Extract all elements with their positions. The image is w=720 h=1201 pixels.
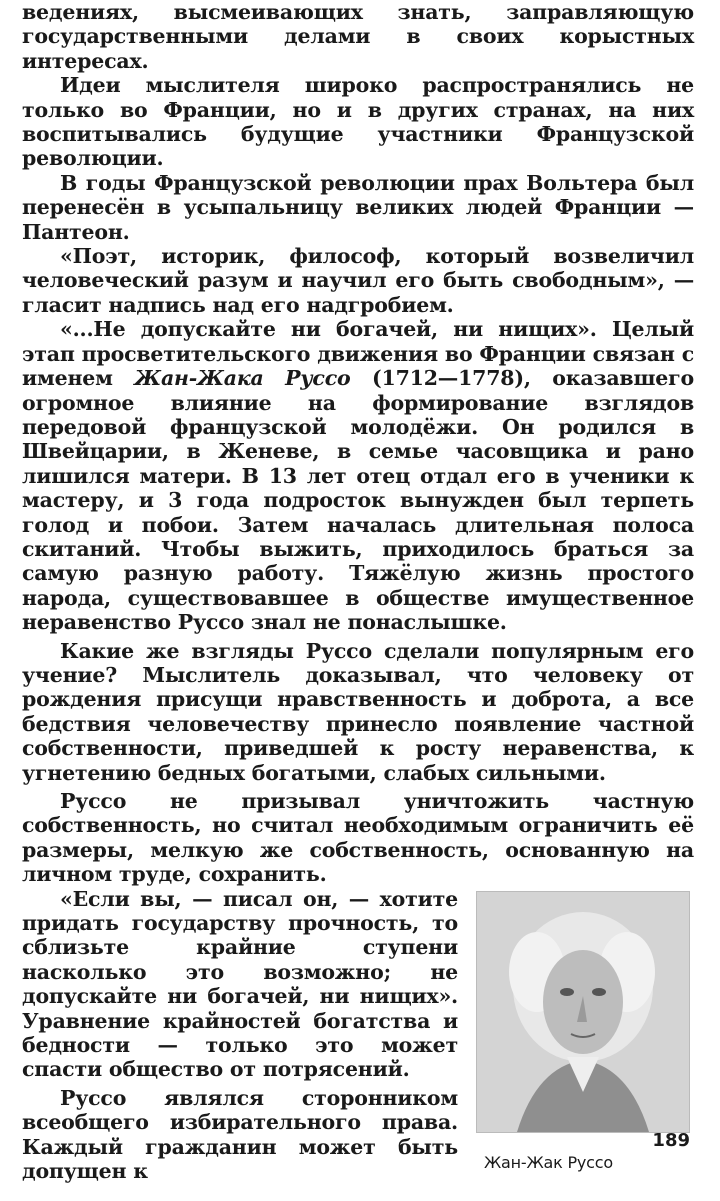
paragraph-rousseau-intro xyxy=(22,317,694,634)
paragraph-property xyxy=(22,789,694,887)
paragraph-ideas-spread: Идеи мыслителя широко распространялись не только во Франции, но и в других странах, на них воспитывались будущие участники Французской революции. xyxy=(22,73,694,171)
paragraph-views: Какие же взгляды Руссо сделали популярным его учение? Мыслитель доказывал, что человеку от рождения присущи нравственность и доброта, а все бедствия человечеству принесло появление частной собственности, приведшей к росту неравенства, к угнетению бедных богатыми, слабых сильными. xyxy=(22,638,694,785)
property-text: Руссо не призывал уничтожить частную собственность, но считал необходимым ограничить её размеры, мелкую же собственность, основанную на личном труде, сохранить. xyxy=(22,789,694,887)
figure-caption: Жан-Жак Руссо xyxy=(484,1152,613,1172)
page-number: 189 xyxy=(652,1130,690,1151)
paragraph-epitaph: «Поэт, историк, философ, который возвеличил человеческий разум и научил его быть свободным», — гласит надпись над его надгробием. xyxy=(22,244,694,317)
portrait-drawing xyxy=(477,892,689,1132)
intro-text-b: (1712—1778), оказавшего огромное влияние на формирование взглядов передовой французской молодёжи. Он родился в Швейцарии, в Женеве, в семье часовщика и рано лишился матери. В 13 лет отец отдал его в ученики к мастеру, и 3 года подросток вынужден был терпеть голод и побои. Затем началась длительная полоса скитаний. Чтобы выжить, приходилось браться за самую разную работу. Тяжёлую жизнь простого народа, существовавшее в обществе имущественное неравенство Руссо знал не понаслышке. xyxy=(22,366,694,635)
intro-text-a: Целый этап просветительского движения во Франции связан с именем xyxy=(22,317,695,391)
rousseau-portrait-image xyxy=(476,891,690,1133)
paragraph-pantheon: В годы Французской революции прах Вольтера был перенесён в усыпальницу великих людей Франции — Пантеон. xyxy=(22,170,694,244)
section-heading: «...Не допускайте ни богачей, ни нищих». xyxy=(60,317,597,342)
portrait-figure xyxy=(472,891,694,1201)
paragraph-suffrage: Руссо являлся сторонником всеобщего избирательного права. Каждый гражданин может быть допущен к xyxy=(22,1085,458,1184)
paragraph-quote: «Если вы, — писал он, — хотите придать государству прочность, то сблизьте крайние ступени насколько это возможно; не допускайте ни богачей, ни нищих». Уравнение крайностей богатства и бедности — только это может спасти общество от потрясений. xyxy=(22,886,458,1082)
body-text xyxy=(22,0,694,1201)
paragraph-continuation: ведениях, высмеивающих знать, заправляющую государственными делами в своих корыстных интересах. xyxy=(22,0,694,73)
person-name: Жан-Жака Руссо xyxy=(134,366,351,391)
